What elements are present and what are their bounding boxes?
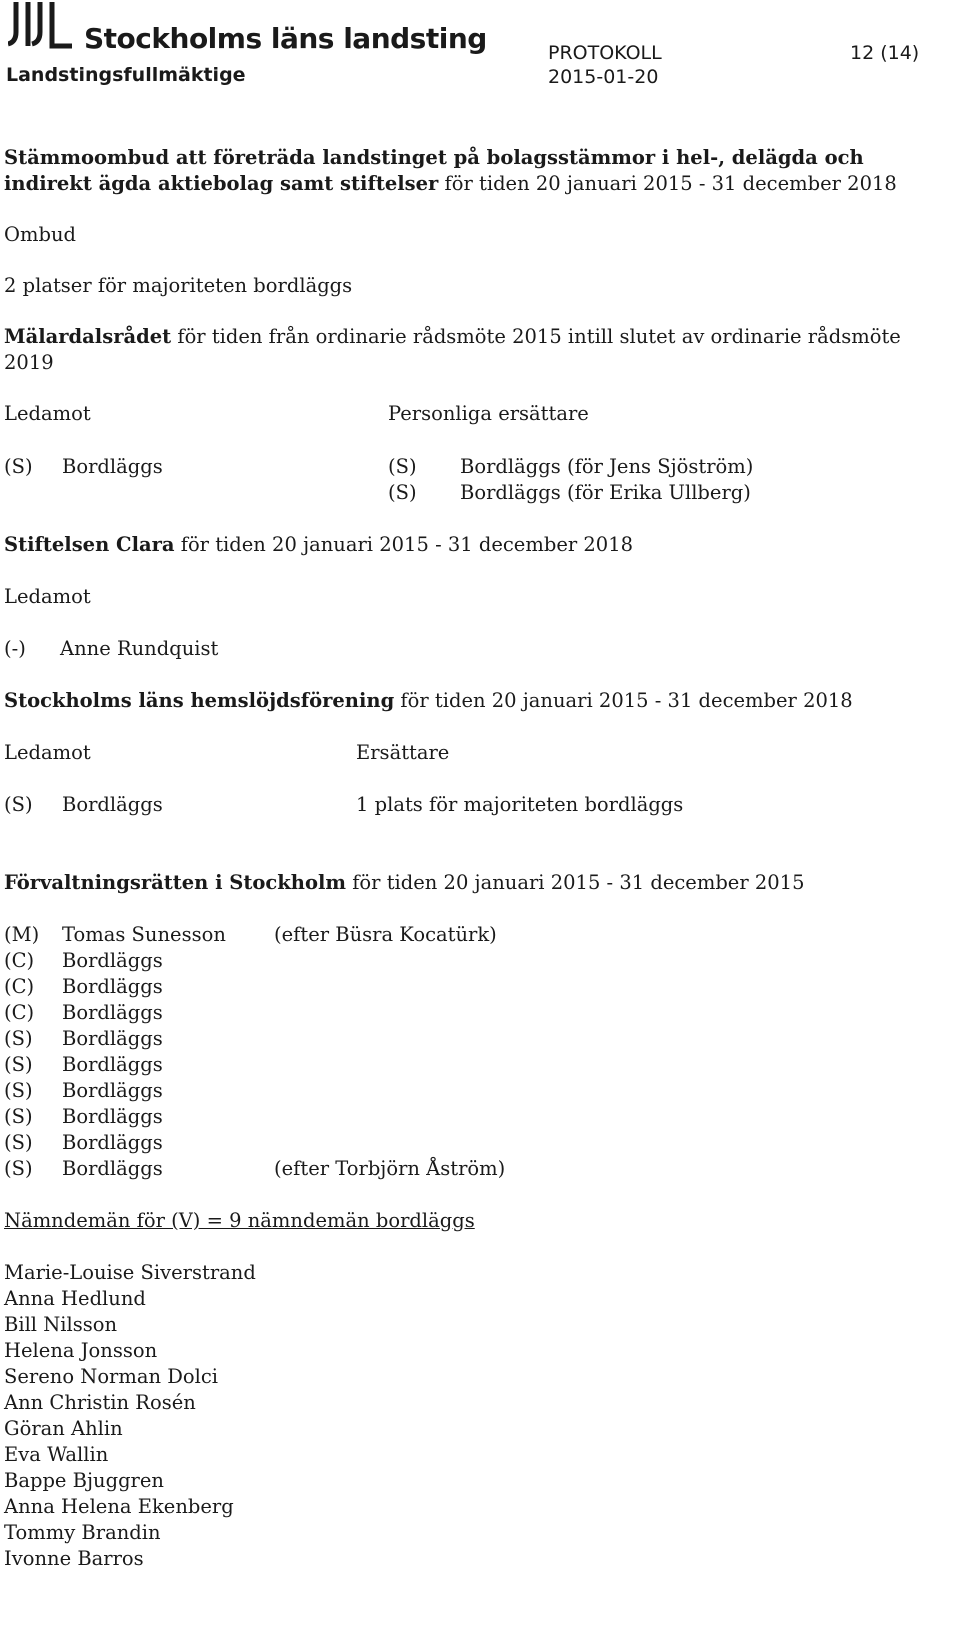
party-label: (C) [4,1001,35,1024]
organization-name: Stockholms läns landsting [84,22,487,55]
list-item: Sereno Norman Dolci [4,1365,219,1388]
list-item: Helena Jonsson [4,1339,158,1362]
column-label-ledamot: Ledamot [4,741,91,764]
section-heading-namndeman: Nämndemän för (V) = 9 nämndemän bordläggs [4,1209,475,1232]
party-label: (C) [4,975,35,998]
column-label-ersattare: Ersättare [356,741,450,764]
assembly-name: Landstingsfullmäktige [6,64,246,86]
member-note: (efter Büsra Kocatürk) [274,923,497,946]
party-label: (C) [4,949,35,972]
member-name: Bordläggs [62,455,163,478]
list-item: Anna Hedlund [4,1287,146,1310]
list-item: Bill Nilsson [4,1313,118,1336]
list-item: Bappe Bjuggren [4,1469,164,1492]
section-title-stiftelsen-clara: Stiftelsen Clara för tiden 20 januari 2015 - 31 december 2018 [4,533,634,556]
member-name: Bordläggs [62,1079,163,1102]
member-name: Bordläggs [62,1027,163,1050]
list-item: Göran Ahlin [4,1417,123,1440]
member-note: (efter Torbjörn Åström) [274,1157,506,1180]
party-label: (S) [4,1105,33,1128]
substitute-note: (för Erika Ullberg) [567,481,751,504]
list-item: Marie-Louise Siverstrand [4,1261,256,1284]
member-name: Bordläggs [62,1157,163,1180]
party-label: (S) [4,1157,33,1180]
member-name: Bordläggs [62,949,163,972]
majority-note: 2 platser för majoriteten bordläggs [4,274,353,297]
document-type: PROTOKOLL [548,42,662,64]
member-name: Bordläggs [62,1105,163,1128]
substitute-name: Bordläggs [460,481,561,504]
section-title-forvaltningsratten: Förvaltningsrätten i Stockholm för tiden 20 januari 2015 - 31 december 2015 [4,871,805,894]
party-label: (S) [4,793,33,816]
member-name: Anne Rundquist [60,637,219,660]
party-label: (S) [4,1053,33,1076]
list-item: Eva Wallin [4,1443,109,1466]
party-label: (S) [388,455,417,478]
party-label: (M) [4,923,40,946]
list-item: Ann Christin Rosén [4,1391,196,1414]
party-label: (S) [4,455,33,478]
substitute-note: 1 plats för majoriteten bordläggs [356,793,684,816]
member-name: Tomas Sunesson [62,923,226,946]
document-date: 2015-01-20 [548,66,659,88]
party-label: (S) [4,1131,33,1154]
party-label: (-) [4,637,26,660]
list-item: Anna Helena Ekenberg [4,1495,234,1518]
column-label-ledamot: Ledamot [4,402,91,425]
list-item: Ivonne Barros [4,1547,144,1570]
role-label-ombud: Ombud [4,223,77,246]
section-title-malardalsradet: Mälardalsrådet för tiden från ordinarie rådsmöte 2015 intill slutet av ordinarie rådsmöte [4,325,901,348]
page-number: 12 (14) [850,42,920,64]
member-name: Bordläggs [62,793,163,816]
list-item: Tommy Brandin [4,1521,161,1544]
substitute-name: Bordläggs [460,455,561,478]
section-title-stammoombud: Stämmoombud att företräda landstinget på bolagsstämmor i hel-, delägda och [4,146,864,169]
column-label-personliga-ersattare: Personliga ersättare [388,402,589,425]
substitute-note: (för Jens Sjöström) [567,455,754,478]
member-name: Bordläggs [62,975,163,998]
party-label: (S) [4,1027,33,1050]
party-label: (S) [4,1079,33,1102]
party-label: (S) [388,481,417,504]
document-header [0,0,960,100]
landsting-logo-icon [8,2,72,54]
section-title-hemslojdsforening: Stockholms läns hemslöjdsförening för tiden 20 januari 2015 - 31 december 2018 [4,689,853,712]
member-name: Bordläggs [62,1001,163,1024]
role-label-ledamot: Ledamot [4,585,91,608]
section-title-stammoombud-line2: indirekt ägda aktiebolag samt stiftelser för tiden 20 januari 2015 - 31 december 2018 [4,172,897,195]
member-name: Bordläggs [62,1053,163,1076]
member-name: Bordläggs [62,1131,163,1154]
section-title-malardalsradet-line2: 2019 [4,351,54,374]
